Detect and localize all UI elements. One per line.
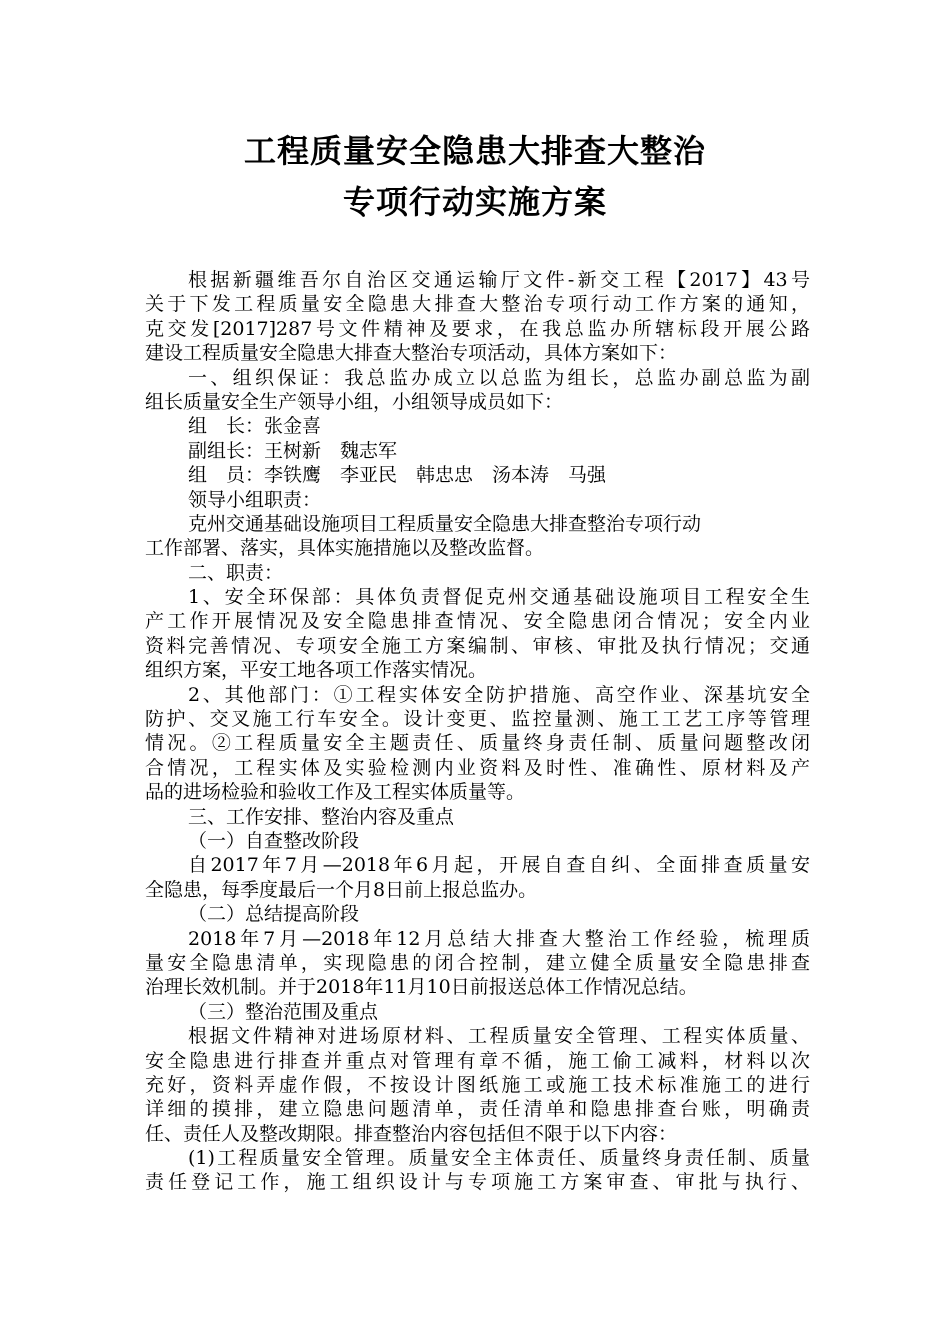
- body-line: 组织方案，平安工地各项工作落实情况。: [145, 659, 488, 682]
- document-title-line-2: 专项行动实施方案: [342, 183, 607, 221]
- body-line: 2018年7月—2018年12月总结大排查大整治工作经验，梳理质: [188, 927, 810, 950]
- body-line: 关于下发工程质量安全隐患大排查大整治专项行动工作方案的通知，: [145, 293, 810, 316]
- body-line: 工作部署、落实，具体实施措施以及整改监督。: [145, 537, 545, 560]
- body-line: 充好，资料弄虚作假，不按设计图纸施工或施工技术标准施工的进行: [145, 1073, 810, 1096]
- body-line: 资料完善情况、专项安全施工方案编制、审核、审批及执行情况；交通: [145, 634, 810, 657]
- body-line: 产工作开展情况及安全隐患排查情况、安全隐患闭合情况；安全内业: [145, 610, 810, 633]
- body-line: 品的进场检验和验收工作及工程实体质量等。: [145, 781, 526, 804]
- body-line: 安全隐患进行排查并重点对管理有章不循，施工偷工减料，材料以次: [145, 1049, 810, 1072]
- body-line: 组 长：张金喜: [188, 415, 322, 438]
- subsection-heading: （二）总结提高阶段: [188, 903, 360, 926]
- body-line: 克交发[2017]287号文件精神及要求，在我总监办所辖标段开展公路: [145, 317, 810, 340]
- body-line: (1)工程质量安全管理。质量安全主体责任、质量终身责任制、质量: [188, 1147, 810, 1170]
- subsection-heading: （一）自查整改阶段: [188, 829, 360, 852]
- body-line: 合情况，工程实体及实验检测内业资料及时性、准确性、原材料及产: [145, 756, 810, 779]
- document-body: [145, 268, 810, 1195]
- body-line: 全隐患，每季度最后一个月8日前上报总监办。: [145, 878, 538, 901]
- body-line: 1、安全环保部：具体负责督促克州交通基础设施项目工程安全生: [188, 586, 810, 609]
- body-line: 详细的摸排，建立隐患问题清单，责任清单和隐患排查台账，明确责: [145, 1098, 810, 1121]
- body-line: 任、责任人及整改期限。排查整治内容包括但不限于以下内容：: [145, 1122, 678, 1145]
- subsection-heading: （三）整治范围及重点: [188, 1000, 379, 1023]
- document-title-line-1: 工程质量安全隐患大排查大整治: [243, 132, 706, 170]
- body-line: 二、职责：: [188, 561, 284, 584]
- body-line: 情况。②工程质量安全主题责任、质量终身责任制、质量问题整改闭: [145, 732, 810, 755]
- body-line: 组长质量安全生产领导小组，小组领导成员如下：: [145, 390, 564, 413]
- body-line: 组 员：李铁鹰 李亚民 韩忠忠 汤本涛 马强: [188, 464, 607, 487]
- body-line: 治理长效机制。并于2018年11月10日前报送总体工作情况总结。: [145, 976, 698, 999]
- body-line: 克州交通基础设施项目工程质量安全隐患大排查整治专项行动: [188, 512, 702, 535]
- body-line: 根据文件精神对进场原材料、工程质量安全管理、工程实体质量、: [188, 1025, 810, 1048]
- body-line: 根据新疆维吾尔自治区交通运输厅文件-新交工程【2017】43号: [188, 269, 810, 291]
- body-line: 建设工程质量安全隐患大排查大整治专项活动，具体方案如下：: [145, 342, 678, 365]
- body-line: 2、其他部门：①工程实体安全防护措施、高空作业、深基坑安全: [188, 683, 810, 706]
- section-heading: 三、工作安排、整治内容及重点: [188, 805, 455, 828]
- body-line: 领导小组职责：: [188, 488, 322, 511]
- body-line: 责任登记工作，施工组织设计与专项施工方案审查、审批与执行、: [145, 1171, 810, 1194]
- body-line: 自2017年7月—2018年6月起，开展自查自纠、全面排查质量安: [188, 854, 810, 877]
- body-line: 量安全隐患清单，实现隐患的闭合控制，建立健全质量安全隐患排查: [145, 951, 810, 974]
- body-line: 副组长：王树新 魏志军: [188, 439, 398, 462]
- body-line: 防护、交叉施工行车安全。设计变更、监控量测、施工工艺工序等管理: [145, 708, 810, 731]
- body-line: 一、组织保证：我总监办成立以总监为组长，总监办副总监为副: [188, 366, 810, 389]
